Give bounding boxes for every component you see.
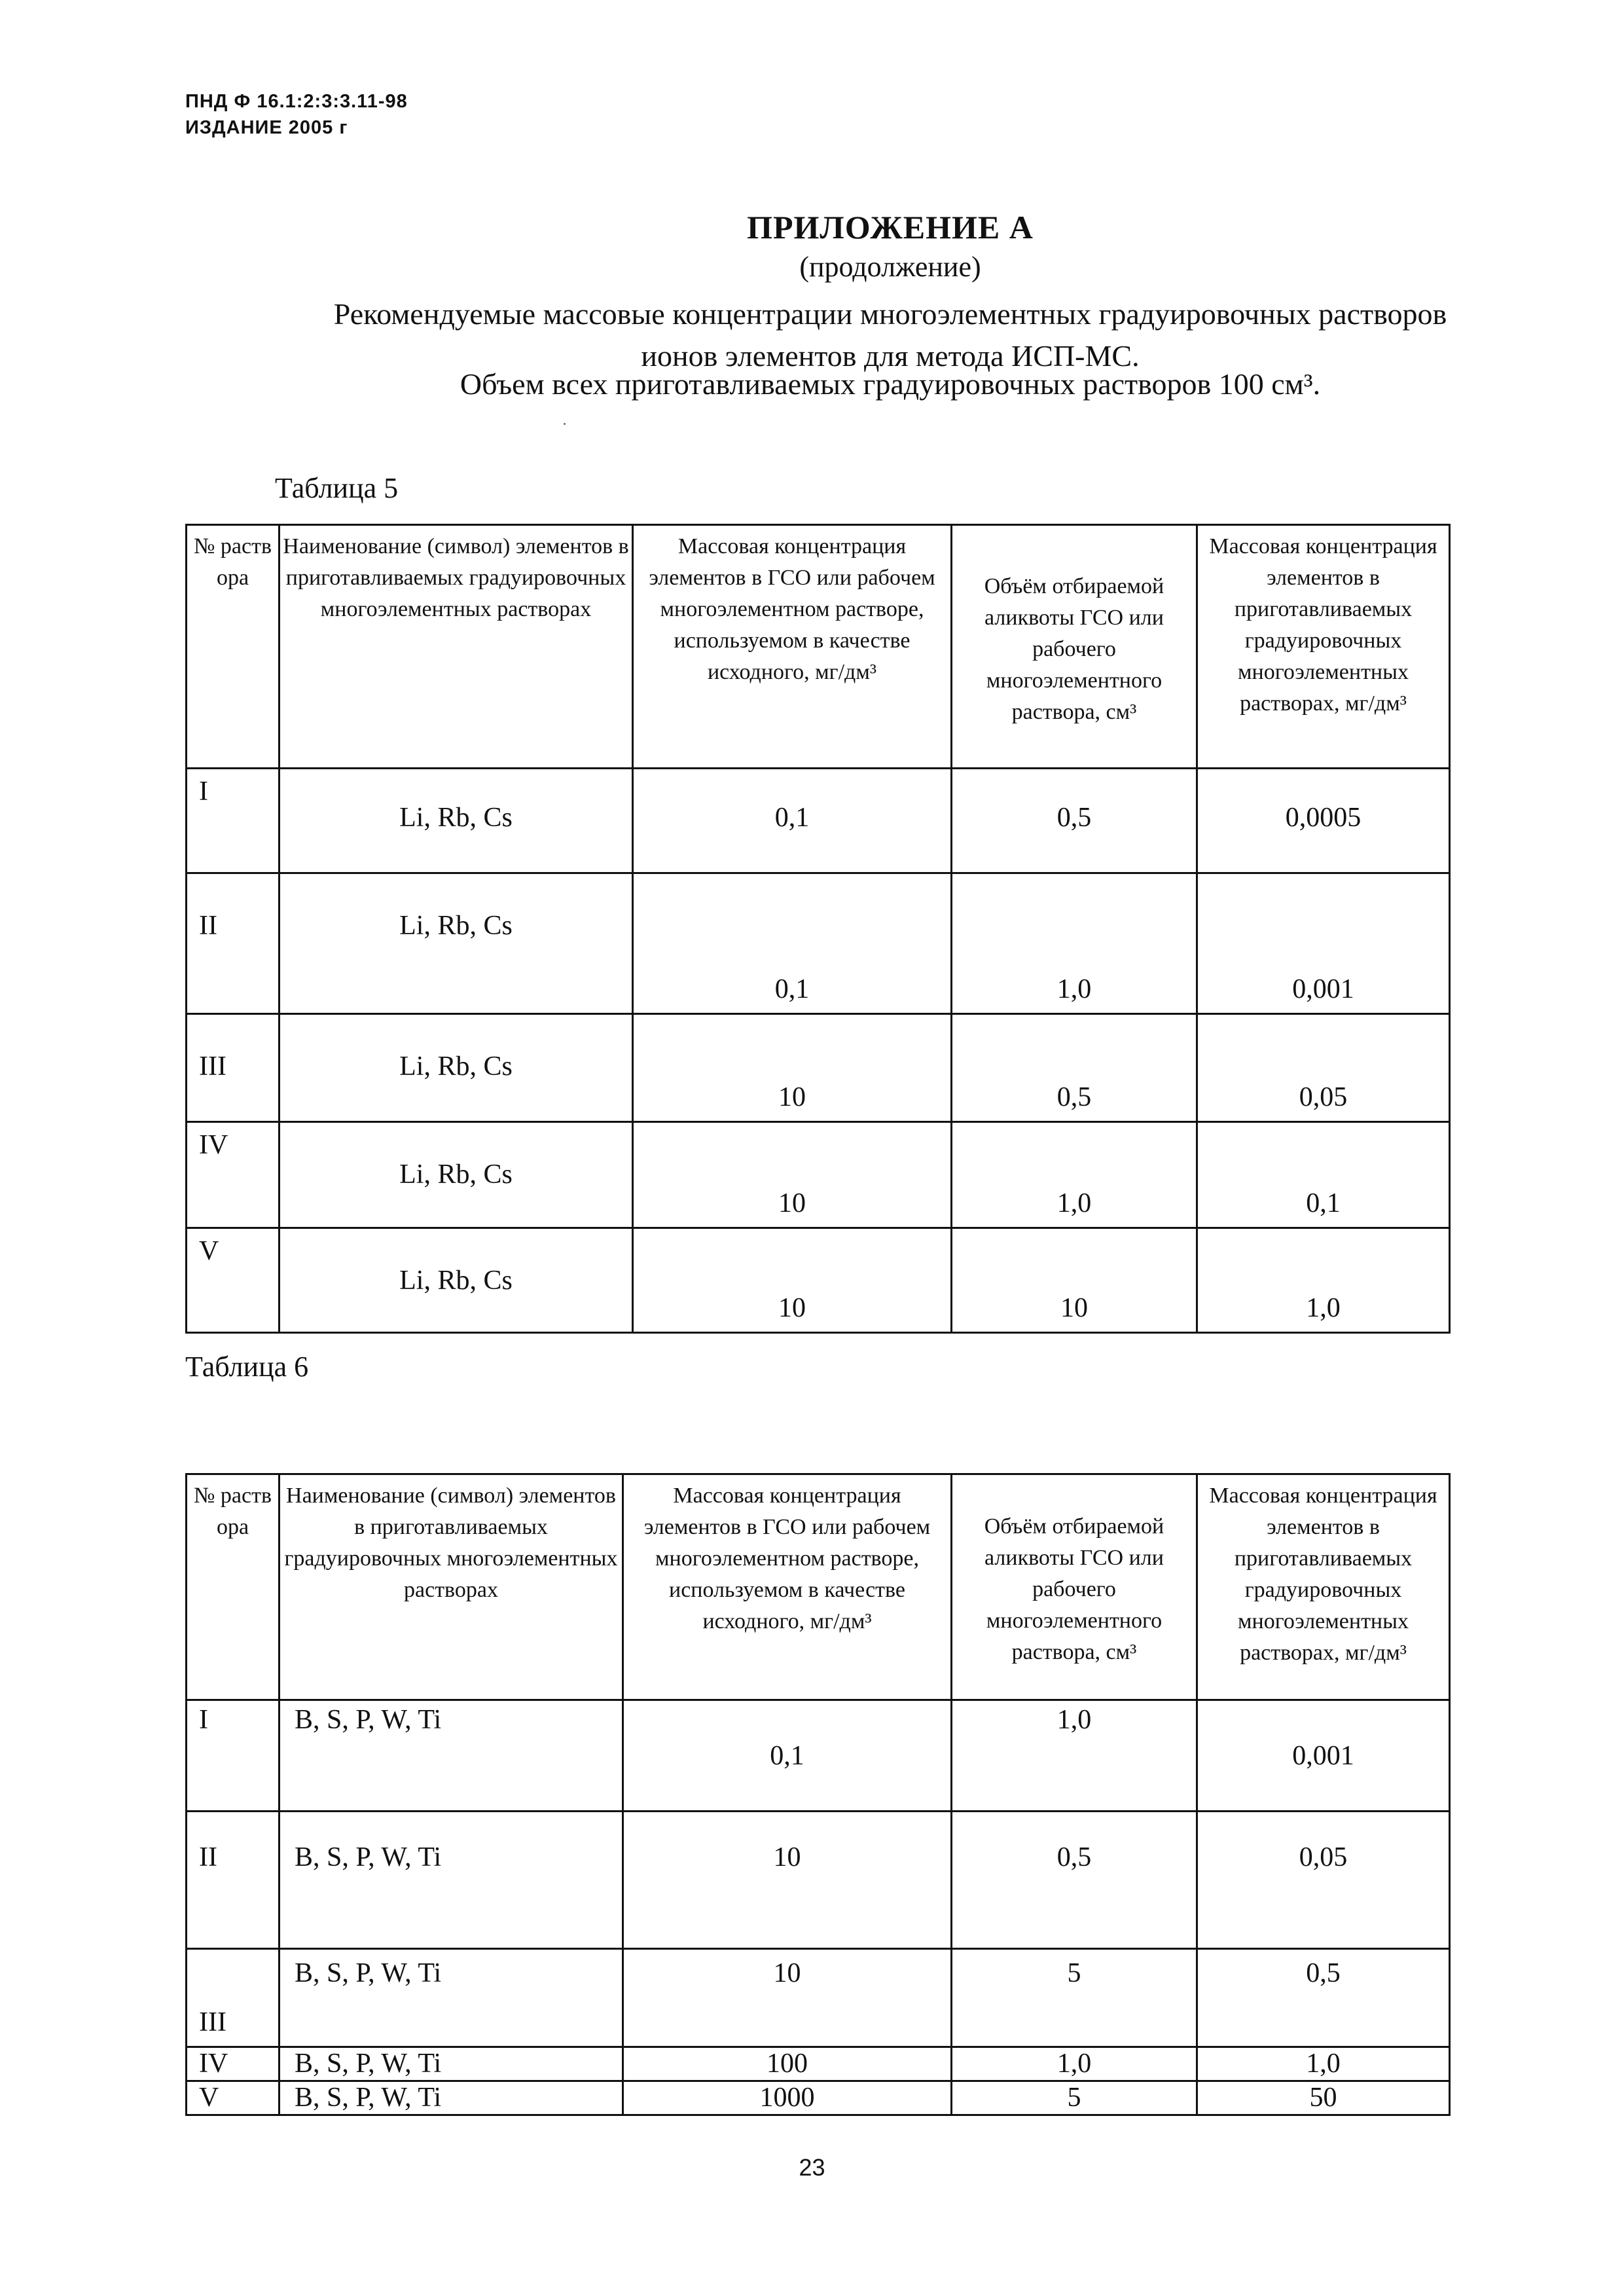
appendix-title: ПРИЛОЖЕНИЕ А (747, 209, 1034, 246)
table-row (187, 873, 1450, 1014)
table-row (187, 2081, 1450, 2115)
row-result: 0,05 (1197, 1812, 1450, 1949)
table-row (187, 1014, 1450, 1122)
row-result: 0,001 (1197, 873, 1450, 1014)
description-line-2: ионов элементов для метода ИСП-МС. (641, 339, 1140, 373)
table5-header-num: № раств ора (187, 525, 280, 769)
row-elements: Li, Rb, Cs (280, 873, 633, 1014)
table-row (187, 1700, 1450, 1812)
row-result: 0,1 (1197, 1122, 1450, 1228)
appendix-description (249, 293, 1532, 377)
table-6 (185, 1473, 1451, 2116)
row-conc: 10 (623, 1812, 952, 1949)
row-result: 1,0 (1197, 2047, 1450, 2081)
document-header (185, 88, 408, 141)
row-conc: 0,1 (633, 769, 952, 873)
row-num: V (187, 2081, 280, 2115)
description-line-1: Рекомендуемые массовые концентрации многоэлементных градуировочных растворов (333, 297, 1447, 331)
table6-caption: Таблица 6 (185, 1351, 309, 1383)
row-num: IV (187, 2047, 280, 2081)
row-volume: 1,0 (952, 2047, 1197, 2081)
row-result: 1,0 (1197, 1228, 1450, 1333)
row-conc: 10 (633, 1122, 952, 1228)
row-conc: 0,1 (623, 1700, 952, 1812)
row-elements: Li, Rb, Cs (280, 1014, 633, 1122)
row-num: II (187, 873, 280, 1014)
row-volume: 10 (952, 1228, 1197, 1333)
table5-header-conc: Массовая концентрация элементов в ГСО или рабочем многоэлементном растворе, используемом в качестве исходного, мг/дм³ (633, 525, 952, 769)
row-volume: 0,5 (952, 1812, 1197, 1949)
row-result: 0,001 (1197, 1700, 1450, 1812)
row-elements: B, S, P, W, Ti (280, 1812, 623, 1949)
table5-header-result: Массовая концентрация элементов в приготавливаемых градуировочных многоэлементных растворах, мг/дм³ (1197, 525, 1450, 769)
volume-note: Объем всех приготавливаемых градуировочных растворов 100 см³. (460, 367, 1321, 401)
row-elements: Li, Rb, Cs (280, 769, 633, 873)
edition-label: ИЗДАНИЕ 2005 г (185, 117, 348, 138)
document-code: ПНД Ф 16.1:2:3:3.11-98 (185, 91, 408, 112)
table6-header-row (187, 1474, 1450, 1700)
row-elements: B, S, P, W, Ti (280, 2047, 623, 2081)
table-5 (185, 524, 1451, 1334)
row-conc: 1000 (623, 2081, 952, 2115)
page-number: 23 (799, 2154, 825, 2181)
row-volume: 1,0 (952, 1122, 1197, 1228)
row-result: 0,05 (1197, 1014, 1450, 1122)
appendix-subtitle: (продолжение) (799, 251, 981, 283)
table5-header-volume: Объём отбираемой аликвоты ГСО или рабочего многоэлементного раствора, см³ (952, 525, 1197, 769)
table6-header-volume: Объём отбираемой аликвоты ГСО или рабочего многоэлементного раствора, см³ (952, 1474, 1197, 1700)
row-elements: B, S, P, W, Ti (280, 2081, 623, 2115)
row-elements: B, S, P, W, Ti (280, 1949, 623, 2047)
row-conc: 10 (623, 1949, 952, 2047)
row-conc: 10 (633, 1014, 952, 1122)
row-num: III (187, 1014, 280, 1122)
table6-header-result: Массовая концентрация элементов в приготавливаемых градуировочных многоэлементных растворах, мг/дм³ (1197, 1474, 1450, 1700)
table6-header-conc: Массовая концентрация элементов в ГСО или рабочем многоэлементном растворе, используемом в качестве исходного, мг/дм³ (623, 1474, 952, 1700)
row-num: III (187, 1949, 280, 2047)
scan-speck (564, 423, 566, 425)
row-volume: 5 (952, 1949, 1197, 2047)
row-elements: Li, Rb, Cs (280, 1122, 633, 1228)
table6-header-num: № раств ора (187, 1474, 280, 1700)
table-row (187, 769, 1450, 873)
row-num: IV (187, 1122, 280, 1228)
table5-header-elements: Наименование (символ) элементов в приготавливаемых градуировочных многоэлементных растворах (280, 525, 633, 769)
row-elements: B, S, P, W, Ti (280, 1700, 623, 1812)
table-row (187, 1949, 1450, 2047)
row-result: 50 (1197, 2081, 1450, 2115)
row-conc: 0,1 (633, 873, 952, 1014)
row-num: II (187, 1812, 280, 1949)
row-volume: 0,5 (952, 1014, 1197, 1122)
table5-caption: Таблица 5 (275, 472, 399, 504)
row-conc: 10 (633, 1228, 952, 1333)
table-row (187, 1228, 1450, 1333)
row-result: 0,0005 (1197, 769, 1450, 873)
row-num: V (187, 1228, 280, 1333)
table-row (187, 2047, 1450, 2081)
row-num: I (187, 1700, 280, 1812)
row-volume: 1,0 (952, 1700, 1197, 1812)
row-elements: Li, Rb, Cs (280, 1228, 633, 1333)
row-volume: 5 (952, 2081, 1197, 2115)
table-row (187, 1122, 1450, 1228)
row-volume: 1,0 (952, 873, 1197, 1014)
row-volume: 0,5 (952, 769, 1197, 873)
row-result: 0,5 (1197, 1949, 1450, 2047)
table-row (187, 1812, 1450, 1949)
row-num: I (187, 769, 280, 873)
table5-header-row (187, 525, 1450, 769)
table6-header-elements: Наименование (символ) элементов в приготавливаемых градуировочных многоэлементных растворах (280, 1474, 623, 1700)
row-conc: 100 (623, 2047, 952, 2081)
